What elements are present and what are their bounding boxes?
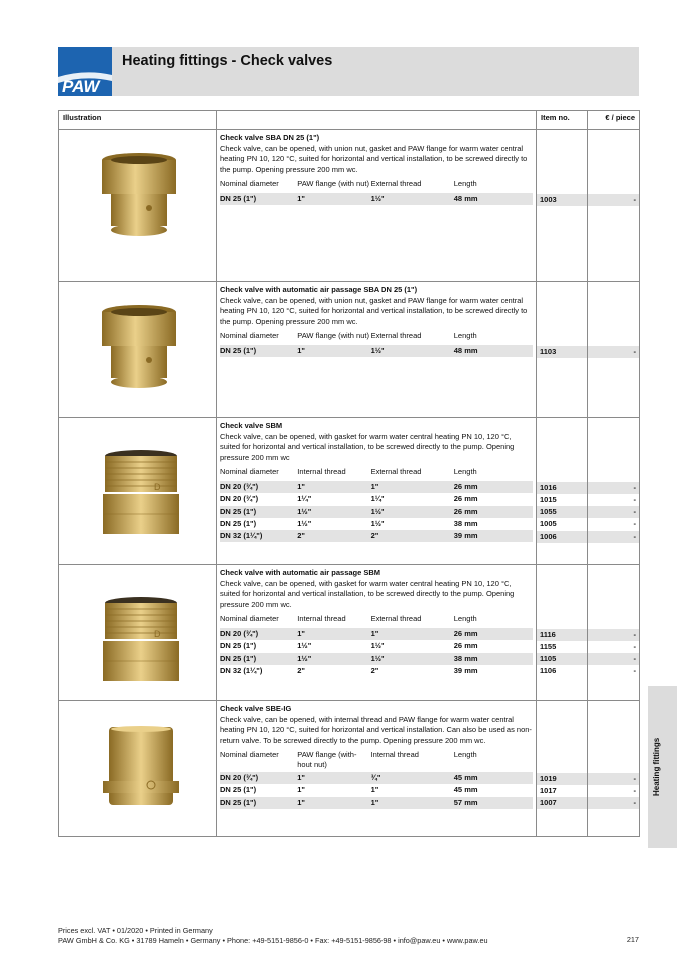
- item-number-cell: [537, 701, 588, 837]
- footer-line-2: PAW GmbH & Co. KG • 31789 Hameln • Germany • Phone: +49-5151-9856-0 • Fax: +49-5151-9856-98 • info@paw.eu • www.paw.eu: [58, 935, 488, 945]
- spec-cell: 1": [297, 482, 305, 491]
- product-row: [59, 701, 640, 837]
- illustration-header: Illustration: [59, 111, 217, 130]
- spec-cell: 57 mm: [453, 797, 478, 807]
- spec-cell: 1½": [297, 506, 312, 516]
- spec-cell: 1": [370, 785, 379, 795]
- spec-cell: 38 mm: [453, 653, 478, 663]
- price-header: € / piece: [588, 111, 640, 130]
- spec-header: Length: [453, 614, 477, 623]
- spec-cell: 1": [297, 785, 305, 795]
- item-number-cell: [537, 130, 588, 282]
- spec-header: Length: [453, 750, 477, 759]
- spec-row: [220, 530, 533, 542]
- spec-cell: 1": [370, 797, 379, 807]
- spec-header: Internal thread: [297, 467, 346, 476]
- spec-cell: ¾": [370, 773, 381, 782]
- spec-row: [220, 345, 533, 357]
- spec-row: [220, 665, 533, 677]
- spec-cell: DN 20 (¾"): [220, 482, 259, 491]
- price-value: -: [633, 519, 636, 529]
- product-description: Check valve, can be opened, with internal thread and PAW flange for warm water central heating PN 10, 120 °C, suited for horizontal and vertical installation. Can also be used as non-return valve. To be screwed directly to the pump. Opening pressure 200 mm wc.: [220, 714, 532, 745]
- price-value: -: [588, 653, 639, 665]
- paw-logo: [58, 47, 112, 96]
- spec-row: [220, 518, 533, 530]
- product-table: [58, 110, 640, 837]
- spec-header: PAW flange (with nut): [297, 331, 369, 340]
- spec-cell: DN 25 (1"): [220, 506, 257, 516]
- price-cell: [588, 282, 640, 418]
- spec-cell: 1": [370, 482, 379, 491]
- spec-cell: 48 mm: [453, 346, 478, 355]
- spec-header: External thread: [370, 331, 422, 340]
- spec-header: Internal thread: [297, 614, 346, 623]
- product-row: [59, 565, 640, 701]
- spec-header: External thread: [370, 467, 422, 476]
- spec-cell: 26 mm: [453, 506, 478, 516]
- product-description: Check valve, can be opened, with gasket for warm water central heating PN 10, 120 °C, suited for horizontal and vertical installation, to be screwed directly to the pump. Opening pressure 200 mm wc: [220, 431, 515, 462]
- item-number: 1116: [537, 629, 587, 641]
- spec-cell: 1½": [297, 641, 312, 651]
- spec-cell: 45 mm: [453, 785, 478, 795]
- description-header: [217, 111, 537, 130]
- spec-header: Nominal diameter: [220, 614, 279, 623]
- item-number-cell: [537, 565, 588, 701]
- footer: [58, 926, 488, 945]
- spec-cell: DN 20 (¾"): [220, 629, 259, 638]
- spec-cell: 1¼": [297, 494, 312, 504]
- spec-header: PAW flange (with-hout nut): [297, 750, 357, 769]
- svg-text:PAW: PAW: [62, 77, 100, 96]
- product-title: Check valve SBA DN 25 (1"): [220, 133, 320, 142]
- price-value: -: [633, 785, 636, 795]
- side-tab: [648, 686, 677, 848]
- item-number: 1016: [537, 482, 587, 494]
- price-cell: [588, 701, 640, 837]
- check-valve-image: [99, 448, 183, 544]
- price-value: -: [588, 506, 639, 518]
- page-title: Heating fittings - Check valves: [122, 53, 333, 69]
- spec-cell: 39 mm: [453, 665, 478, 675]
- page-number: 217: [626, 935, 639, 944]
- item-number: 1105: [537, 653, 587, 665]
- spec-cell: 38 mm: [453, 518, 478, 528]
- spec-cell: DN 25 (1"): [220, 194, 257, 203]
- spec-cell: 2": [370, 531, 379, 541]
- spec-cell: DN 25 (1"): [220, 518, 257, 528]
- spec-row: [220, 506, 533, 518]
- check-valve-image: [99, 302, 179, 392]
- spec-header: Length: [453, 331, 477, 340]
- product-title: Check valve with automatic air passage SBM: [220, 568, 381, 577]
- product-row: [59, 418, 640, 565]
- item-number-cell: [537, 418, 588, 565]
- spec-cell: 1": [297, 346, 305, 355]
- item-number: 1015: [540, 494, 557, 504]
- table-header-row: [59, 111, 640, 130]
- spec-row: [220, 797, 533, 809]
- spec-cell: 1": [297, 773, 305, 782]
- spec-header: External thread: [370, 614, 422, 623]
- product-description: Check valve, can be opened, with gasket for warm water central heating PN 10, 120 °C, suited for horizontal and vertical installation, to be screwed directly to the pump. Opening pressure 200 mm wc.: [220, 578, 515, 609]
- price-value: -: [588, 773, 639, 785]
- spec-header: Nominal diameter: [220, 179, 279, 188]
- spec-cell: 26 mm: [453, 641, 478, 651]
- spec-header: External thread: [370, 179, 422, 188]
- product-description: Check valve, can be opened, with union nut, gasket and PAW flange for warm water central heating PN 10, 120 °C, suited for horizontal and vertical installation, to be screwed directly to the pump. Opening pressure 200 mm wc.: [220, 295, 528, 326]
- spec-cell: 2": [297, 531, 305, 541]
- spec-row: [220, 493, 533, 505]
- price-value: -: [588, 482, 639, 494]
- price-cell: [588, 130, 640, 282]
- spec-header-row: [220, 467, 533, 479]
- spec-cell: 1": [297, 797, 305, 807]
- product-description-cell: [217, 418, 537, 565]
- product-title: Check valve SBM: [220, 421, 283, 430]
- product-illustration: [59, 282, 217, 418]
- spec-cell: 1½": [370, 346, 385, 355]
- spec-header-row: [220, 750, 533, 770]
- price-value: -: [633, 641, 636, 651]
- product-description-cell: [217, 282, 537, 418]
- spec-row: [220, 653, 533, 665]
- product-description-cell: [217, 701, 537, 837]
- price-cell: [588, 565, 640, 701]
- spec-cell: 1½": [370, 641, 385, 651]
- item-number: 1106: [540, 666, 557, 676]
- spec-cell: 26 mm: [453, 482, 478, 491]
- price-value: -: [588, 629, 639, 641]
- product-description-cell: [217, 130, 537, 282]
- svg-text:D: D: [154, 629, 161, 639]
- product-description-cell: [217, 565, 537, 701]
- spec-cell: DN 25 (1"): [220, 641, 257, 651]
- item-number: 1006: [537, 531, 587, 543]
- product-title: Check valve with automatic air passage SBA DN 25 (1"): [220, 285, 418, 294]
- item-number-cell: [537, 282, 588, 418]
- item-number: 1005: [540, 519, 557, 529]
- spec-cell: 48 mm: [453, 194, 478, 203]
- spec-row: [220, 628, 533, 640]
- spec-row: [220, 193, 533, 205]
- spec-header: Internal thread: [370, 750, 419, 759]
- price-value: -: [633, 494, 636, 504]
- spec-header: Length: [453, 467, 477, 476]
- spec-header: Nominal diameter: [220, 750, 279, 759]
- check-valve-image: [99, 721, 183, 811]
- product-description: Check valve, can be opened, with union nut, gasket and PAW flange for warm water central heating PN 10, 120 °C, suited for horizontal and vertical installation, to be screwed directly to the pump. Opening pressure 200 mm wc.: [220, 143, 528, 174]
- product-row: [59, 282, 640, 418]
- spec-header: Length: [453, 179, 477, 188]
- side-tab-label: Heating fittings: [652, 737, 661, 796]
- price-value: -: [633, 666, 636, 676]
- spec-cell: DN 32 (1¼"): [220, 531, 263, 541]
- price-value: -: [588, 194, 639, 206]
- product-illustration: [59, 418, 217, 565]
- spec-cell: 1": [370, 629, 379, 638]
- spec-cell: 1": [297, 194, 305, 203]
- spec-row: [220, 481, 533, 493]
- item-number: 1103: [537, 346, 587, 358]
- spec-cell: DN 25 (1"): [220, 653, 257, 663]
- spec-cell: 1½": [297, 653, 312, 663]
- spec-header-row: [220, 179, 533, 191]
- spec-cell: 26 mm: [453, 494, 478, 504]
- check-valve-image: [99, 595, 183, 691]
- spec-cell: 2": [370, 665, 379, 675]
- spec-cell: 1": [297, 629, 305, 638]
- item-number: 1003: [537, 194, 587, 206]
- product-title: Check valve SBE-IG: [220, 704, 292, 713]
- product-illustration: [59, 565, 217, 701]
- spec-cell: 39 mm: [453, 531, 478, 541]
- product-illustration: [59, 701, 217, 837]
- spec-cell: DN 25 (1"): [220, 346, 257, 355]
- spec-cell: 1½": [370, 194, 385, 203]
- check-valve-image: [99, 150, 179, 240]
- spec-cell: DN 20 (¾"): [220, 773, 259, 782]
- spec-cell: 1½": [370, 518, 385, 528]
- spec-cell: DN 32 (1¼"): [220, 665, 263, 675]
- footer-line-1: Prices excl. VAT • 01/2020 • Printed in Germany: [58, 926, 213, 935]
- spec-row: [220, 640, 533, 652]
- item-number: 1155: [540, 641, 557, 651]
- spec-cell: 1½": [297, 518, 312, 528]
- product-illustration: [59, 130, 217, 282]
- spec-cell: 2": [297, 665, 305, 675]
- spec-header: Nominal diameter: [220, 467, 279, 476]
- price-value: -: [588, 346, 639, 358]
- spec-header-row: [220, 614, 533, 626]
- spec-row: [220, 784, 533, 796]
- item-number: 1055: [537, 506, 587, 518]
- spec-cell: DN 25 (1"): [220, 797, 257, 807]
- item-number: 1017: [540, 785, 557, 795]
- price-value: -: [588, 531, 639, 543]
- spec-cell: DN 20 (¾"): [220, 494, 259, 504]
- spec-header: Nominal diameter: [220, 331, 279, 340]
- spec-cell: 45 mm: [453, 773, 478, 782]
- spec-cell: 1¼": [370, 494, 385, 504]
- spec-row: [220, 772, 533, 784]
- item-no-header: Item no.: [537, 111, 588, 130]
- price-value: -: [588, 797, 639, 809]
- item-number: 1019: [537, 773, 587, 785]
- spec-cell: 1½": [370, 506, 385, 516]
- spec-header: PAW flange (with nut): [297, 179, 369, 188]
- spec-cell: 26 mm: [453, 629, 478, 638]
- product-row: [59, 130, 640, 282]
- spec-cell: DN 25 (1"): [220, 785, 257, 795]
- spec-header-row: [220, 331, 533, 343]
- item-number: 1007: [537, 797, 587, 809]
- price-cell: [588, 418, 640, 565]
- svg-text:D: D: [154, 482, 161, 492]
- spec-cell: 1½": [370, 653, 385, 663]
